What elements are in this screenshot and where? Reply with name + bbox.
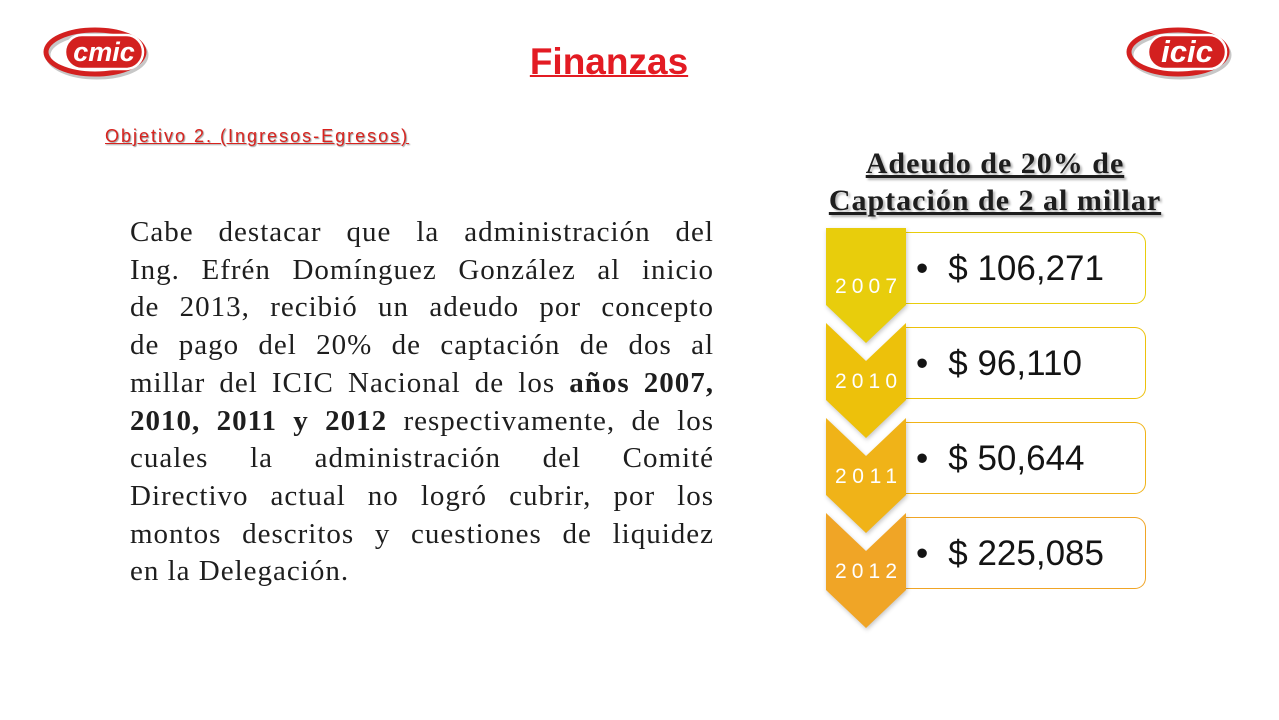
amount-box: [904, 517, 1146, 589]
cmic-logo-text: cmic: [73, 37, 135, 67]
paragraph-text: respectivamente, de los: [387, 404, 714, 437]
amount-value: $ 225,085: [948, 533, 1104, 573]
paragraph-line: cuales la administración del Comité: [130, 442, 714, 475]
paragraph-line: de 2013, recibió un adeudo por concepto: [130, 291, 714, 324]
paragraph-text: millar del ICIC Nacional de los: [130, 366, 570, 399]
bullet-icon: [916, 251, 928, 286]
paragraph-line: montos descritos y cuestiones de liquidez: [130, 517, 714, 550]
amount-value: $ 50,644: [948, 438, 1085, 478]
bullet-icon: [916, 441, 928, 476]
debt-heading: [800, 145, 1190, 219]
slide-title: Finanzas: [529, 41, 689, 82]
body-paragraph: [130, 214, 714, 591]
cmic-logo: [43, 26, 149, 80]
emphasized-years: años 2007,: [569, 366, 714, 399]
year-chevron-list: [826, 228, 906, 630]
year-label: 2007: [835, 275, 897, 298]
paragraph-line: Cabe destacar que la administración del: [130, 216, 714, 248]
paragraph-line: en la Delegación.: [130, 555, 350, 588]
paragraph-line: [130, 403, 714, 441]
icic-logo-text: icic: [1161, 34, 1213, 69]
amount-box: [904, 232, 1146, 304]
year-label: 2011: [835, 465, 897, 488]
amount-value: $ 96,110: [948, 343, 1082, 383]
debt-heading-line: Captación de 2 al millar: [828, 184, 1162, 217]
year-label: 2012: [835, 560, 897, 583]
paragraph-line: Directivo actual no logró cubrir, por los: [130, 479, 714, 512]
bullet-icon: [916, 536, 928, 571]
year-label: 2010: [835, 370, 897, 393]
paragraph-line: [130, 365, 714, 403]
paragraph-line: de pago del 20% de captación de dos al: [130, 329, 714, 362]
paragraph-line: Ing. Efrén Domínguez González al inicio: [130, 253, 714, 286]
amount-box: [904, 422, 1146, 494]
amount-value: $ 106,271: [948, 248, 1104, 288]
icic-logo: [1126, 26, 1232, 80]
debt-heading-line: Adeudo de 20% de: [865, 147, 1125, 180]
emphasized-years: 2010, 2011 y 2012: [130, 404, 388, 437]
bullet-icon: [916, 346, 928, 381]
amount-box: [904, 327, 1146, 399]
objective-subtitle: Objetivo 2. (Ingresos-Egresos): [105, 126, 410, 146]
